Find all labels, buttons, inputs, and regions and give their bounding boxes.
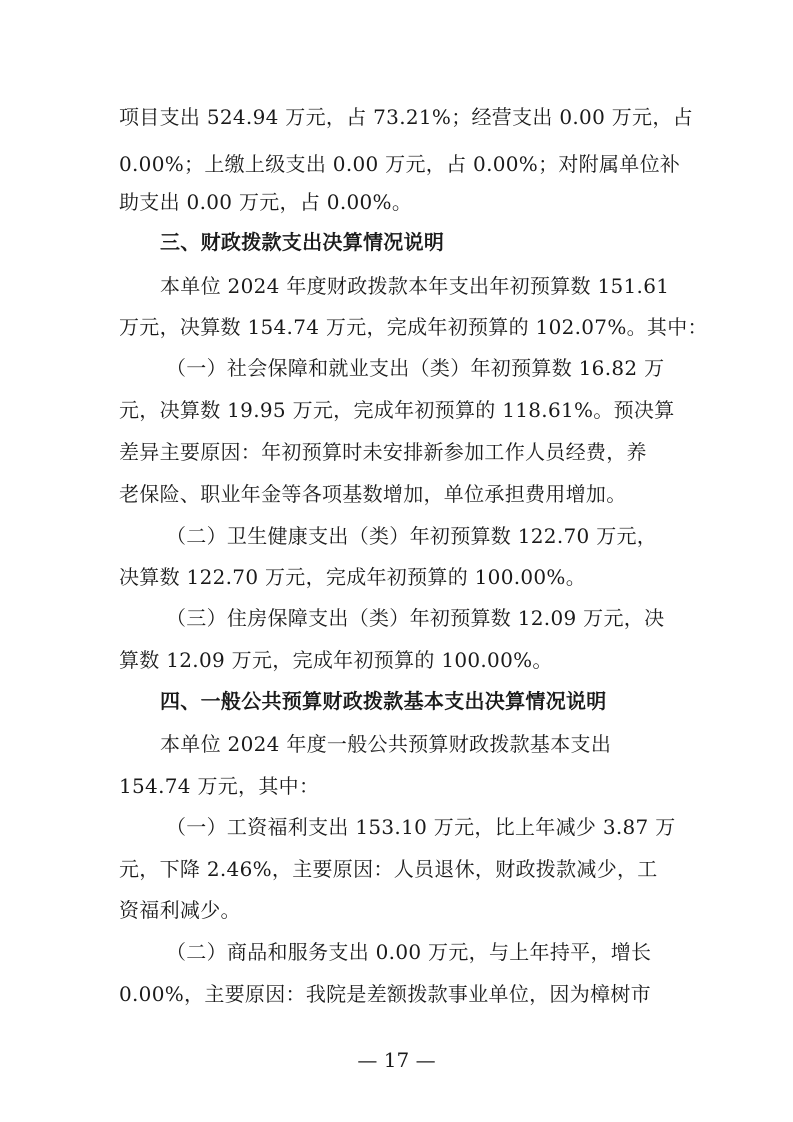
text-line: 万元，决算数 154.74 万元，完成年初预算的 102.07%。其中： [119,315,708,339]
section-heading-4: 四、一般公共预算财政拨款基本支出决算情况说明 [160,689,607,713]
text-line: （二）商品和服务支出 0.00 万元，与上年持平，增长 [166,940,652,964]
text-line: （二）卫生健康支出（类）年初预算数 122.70 万元， [166,524,658,548]
text-line: （三）住房保障支出（类）年初预算数 12.09 万元，决 [166,606,665,630]
text-line: 助支出 0.00 万元，占 0.00%。 [119,190,413,214]
text-line: 决算数 122.70 万元，完成年初预算的 100.00%。 [119,565,587,589]
text-line: 老保险、职业年金等各项基数增加，单位承担费用增加。 [119,482,627,506]
text-line: （一）社会保障和就业支出（类）年初预算数 16.82 万 [166,356,665,380]
text-line: 0.00%，主要原因：我院是差额拨款事业单位，因为樟树市 [119,982,651,1006]
text-line: 0.00%；上缴上级支出 0.00 万元，占 0.00%；对附属单位补 [119,152,681,176]
text-line: 算数 12.09 万元，完成年初预算的 100.00%。 [119,648,553,672]
text-line: 元，决算数 19.95 万元，完成年初预算的 118.61%。预决算 [119,398,675,422]
text-line: 差异主要原因：年初预算时未安排新参加工作人员经费，养 [119,440,647,464]
text-line: 本单位 2024 年度一般公共预算财政拨款基本支出 [160,732,612,756]
text-line: 154.74 万元，其中： [119,774,320,798]
text-line: 本单位 2024 年度财政拨款本年支出年初预算数 151.61 [160,274,670,298]
text-line: （一）工资福利支出 153.10 万元，比上年减少 3.87 万 [166,815,676,839]
section-heading-3: 三、财政拨款支出决算情况说明 [160,230,445,254]
text-line: 资福利减少。 [119,898,241,922]
text-line: 元，下降 2.46%，主要原因：人员退休，财政拨款减少，工 [119,857,658,881]
page-number: — 17 — [357,1048,436,1072]
text-line: 项目支出 524.94 万元，占 73.21%；经营支出 0.00 万元，占 [119,105,693,129]
